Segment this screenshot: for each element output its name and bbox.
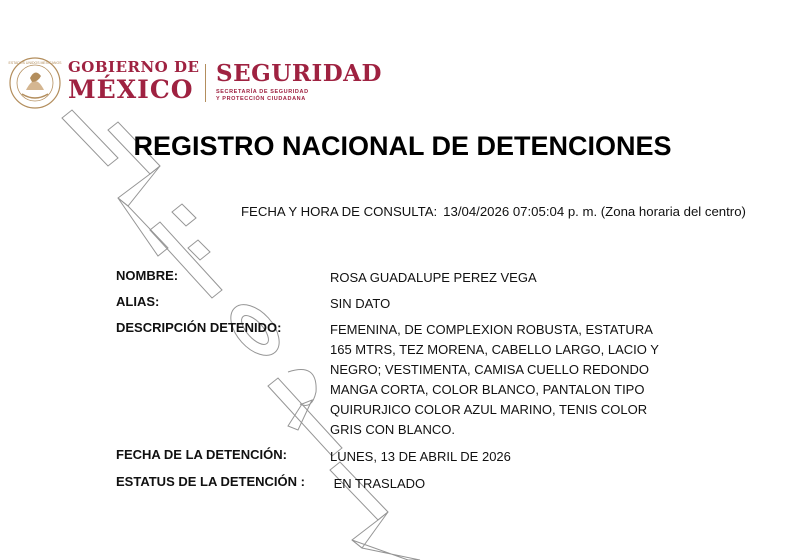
national-seal-icon (8, 56, 62, 110)
consulta-value: 13/04/2026 07:05:04 p. m. (Zona horaria del centro) (443, 204, 746, 219)
gov-line2: MÉXICO (68, 75, 194, 104)
field-value: LUNES, 13 DE ABRIL DE 2026 (330, 449, 511, 464)
logo-divider (205, 64, 206, 102)
field-value: ROSA GUADALUPE PEREZ VEGA (330, 270, 537, 285)
gov-header (8, 52, 408, 112)
field-label: NOMBRE: (116, 268, 179, 283)
seguridad-logo (216, 62, 382, 102)
page-title: REGISTRO NACIONAL DE DETENCIONES (133, 131, 672, 161)
agency-sub1: SECRETARÍA DE SEGURIDAD (216, 89, 309, 95)
field-label: FECHA DE LA DETENCIÓN: (116, 447, 287, 462)
field-value: FEMENINA, DE COMPLEXION ROBUSTA, ESTATURA 165 MTRS, TEZ MORENA, CABELLO LARGO, LACIO Y NEGRO; VESTIMENTA, CAMISA CUELLO REDONDO MANGA CORTA, COLOR BLANCO, PANTALON TIPO QUIRURJICO COLOR AZUL MARINO, TENIS COLOR GRIS CON BLANCO. (330, 322, 659, 437)
field-label: ALIAS: (116, 294, 160, 309)
svg-text:ESTADOS UNIDOS MEXICANOS: ESTADOS UNIDOS MEXICANOS (8, 61, 62, 65)
gov-line1: GOBIERNO DE (68, 58, 200, 76)
consulta-timestamp (241, 204, 746, 219)
field-label: ESTATUS DE LA DETENCIÓN : (116, 474, 305, 489)
gobierno-de-mexico-logo (68, 60, 199, 102)
field-value: EN TRASLADO (330, 476, 426, 491)
agency-sub2: Y PROTECCIÓN CIUDADANA (216, 95, 306, 102)
field-label: DESCRIPCIÓN DETENIDO: (116, 320, 282, 335)
consulta-label: FECHA Y HORA DE CONSULTA: (241, 204, 438, 219)
agency-name: SEGURIDAD (216, 60, 382, 87)
field-value: SIN DATO (330, 296, 391, 311)
